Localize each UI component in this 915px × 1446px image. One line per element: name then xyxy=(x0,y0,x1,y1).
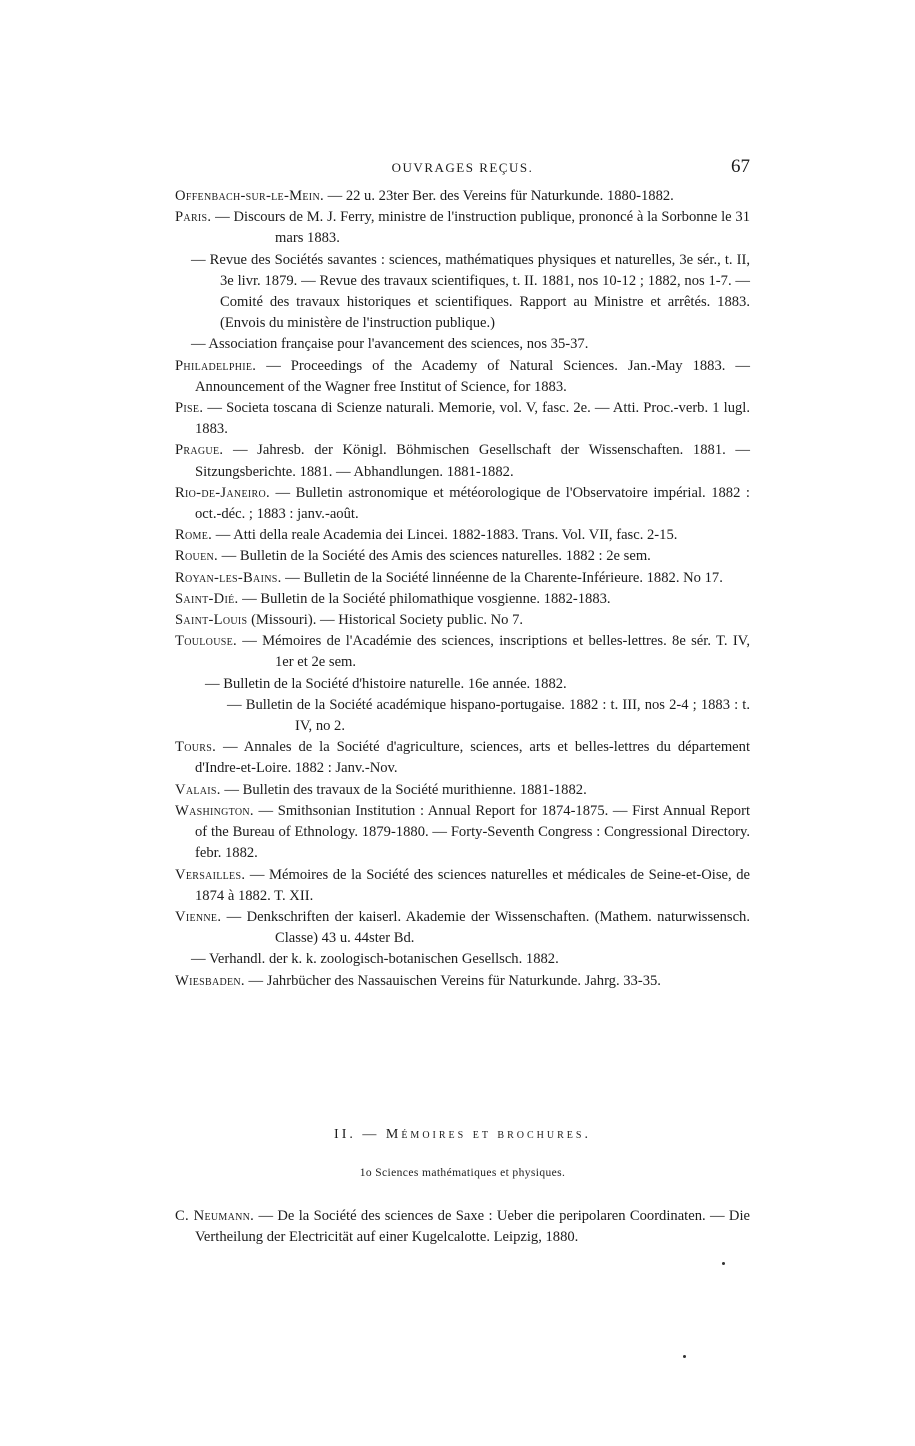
list-item xyxy=(175,907,750,949)
entry-place: Royan-les-Bains. xyxy=(175,569,282,586)
entry-text: — Discours de M. J. Ferry, ministre de l'instruction publique, prononcé à la Sorbonne le 31 mars 1883. xyxy=(211,209,750,247)
entry-place: Saint-Dié. xyxy=(175,590,239,607)
entry-text: — Bulletin astronomique et météorologique de l'Observatoire impérial. 1882 : oct.-déc. ; 1883 : janv.-août. xyxy=(195,484,750,523)
entry-text: — Verhandl. der k. k. zoologisch-botanischen Gesellsch. 1882. xyxy=(191,951,559,968)
entry-text: — Mémoires de la Société des sciences naturelles et médicales de Seine-et-Oise, de 1874 à 1882. T. XII. xyxy=(195,866,750,904)
entry-text: — Smithsonian Institution : Annual Report for 1874-1875. — First Annual Report of the Bureau of Ethnology. 1879-1880. — Forty-Seventh Congress : Congressional Directory. febr. 1882. xyxy=(195,802,750,862)
entry-text: — Revue des Sociétés savantes : sciences, mathématiques physiques et naturelles, 3e sér., t. II, 3e livr. 1879. — Revue des travaux scientifiques, t. II. 1881, nos 10-12 ; 1882, nos 1-7. — Comité des travaux historiques et scientifiques. Rapport au Ministre et arrêtés. 1883. (Envois du ministère de l'instruction publique.) xyxy=(191,251,750,332)
entry-place: Offenbach-sur-le-Mein. xyxy=(175,188,324,204)
entry-place: Prague. xyxy=(175,442,224,459)
page-header xyxy=(175,158,750,180)
entry-text: — Mémoires de l'Académie des sciences, inscriptions et belles-lettres. 8e sér. T. IV, 1er et 2e sem. xyxy=(236,633,750,671)
list-item xyxy=(175,250,750,335)
entry-author: C. Neumann. xyxy=(175,1208,255,1224)
list-item xyxy=(175,801,750,865)
received-works-list xyxy=(175,186,750,992)
list-item xyxy=(175,525,750,546)
entry-place: Saint-Louis xyxy=(175,612,248,629)
entry-text: — Bulletin des travaux de la Société murithienne. 1881-1882. xyxy=(220,781,587,798)
entry-place: Wiesbaden. xyxy=(175,972,245,989)
entry-place: Rouen. xyxy=(175,548,218,565)
print-speck xyxy=(683,1355,686,1358)
list-item xyxy=(175,631,750,673)
entry-text: — Atti della reale Academia dei Lincei. 1882-1883. Trans. Vol. VII, fasc. 2-15. xyxy=(212,527,678,544)
entry-text: — Bulletin de la Société philomathique vosgienne. 1882-1883. xyxy=(238,590,611,607)
page-number: 67 xyxy=(731,156,750,177)
entry-place: Philadelphie. xyxy=(175,357,257,374)
entry-text: — 22 u. 23ter Ber. des Vereins für Naturkunde. 1880-1882. xyxy=(323,188,674,204)
entry-text: — Bulletin de la Société d'histoire naturelle. 16e année. 1882. xyxy=(205,675,567,692)
list-item xyxy=(175,610,750,631)
entry-text: — Bulletin de la Société des Amis des sciences naturelles. 1882 : 2e sem. xyxy=(217,548,651,565)
subsection-title: 1o Sciences mathématiques et physiques. xyxy=(359,1167,566,1179)
list-item xyxy=(175,589,750,610)
list-item xyxy=(175,780,750,801)
list-item xyxy=(175,949,750,970)
entry-place: Pise. xyxy=(175,400,204,417)
list-item xyxy=(175,546,750,567)
list-item xyxy=(175,568,750,589)
entry-text: (Missouri). — Historical Society public. No 7. xyxy=(247,612,524,629)
list-item xyxy=(175,674,750,695)
entry-place: Tours. xyxy=(175,739,217,756)
print-speck xyxy=(722,1262,725,1265)
final-entry-block xyxy=(175,1206,750,1248)
entry-text: — Bulletin de la Société linnéenne de la Charente-Inférieure. 1882. No 17. xyxy=(281,569,723,586)
list-item xyxy=(175,356,750,398)
list-item xyxy=(175,440,750,482)
list-item xyxy=(175,971,750,992)
entry-text: — Denkschriften der kaiserl. Akademie der Wissenschaften. (Mathem. naturwissensch. Classe) 43 u. 44ster Bd. xyxy=(221,908,750,947)
entry-place: Paris. xyxy=(175,209,212,226)
list-item xyxy=(175,334,750,355)
list-item xyxy=(175,483,750,525)
entry-text: — Societa toscana di Scienze naturali. Memorie, vol. V, fasc. 2e. — Atti. Proc.-verb. 1 lugl. 1883. xyxy=(195,400,750,438)
entry-text: — Bulletin de la Société académique hispano-portugaise. 1882 : t. III, nos 2-4 ; 1883 : t. IV, no 2. xyxy=(227,696,750,735)
entry-place: Valais. xyxy=(175,781,221,798)
list-item xyxy=(175,186,750,207)
entry-text: — Association française pour l'avancement des sciences, nos 35-37. xyxy=(191,336,589,353)
entry-place: Vienne. xyxy=(175,908,222,925)
list-item xyxy=(175,865,750,907)
entry-place: Rome. xyxy=(175,527,213,544)
entry-place: Rio-de-Janeiro. xyxy=(175,484,270,501)
entry-place: Toulouse. xyxy=(175,633,237,650)
list-item xyxy=(175,737,750,779)
entry-text: — Jahrbücher des Nassauischen Vereins für Naturkunde. Jahrg. 33-35. xyxy=(244,972,661,989)
entry-text: — Annales de la Société d'agriculture, sciences, arts et belles-lettres du département d'Indre-et-Loire. 1882 : Janv.-Nov. xyxy=(195,739,750,777)
entry-place: Washington. xyxy=(175,802,254,819)
list-item xyxy=(175,695,750,737)
section-title: II. — Mémoires et brochures. xyxy=(334,1127,591,1142)
list-item xyxy=(175,1206,750,1248)
running-title: OUVRAGES REÇUS. xyxy=(391,160,534,175)
entry-place: Versailles. xyxy=(175,866,246,883)
entry-text: — De la Société des sciences de Saxe : Ueber die peripolaren Coordinaten. — Die Vertheilung der Electricität auf einer Kugelcalotte. Leipzig, 1880. xyxy=(195,1208,751,1246)
entry-text: — Proceedings of the Academy of Natural Sciences. Jan.-May 1883. — Announcement of the Wagner free Institut of Science, for 1883. xyxy=(195,357,750,395)
list-item xyxy=(175,207,750,249)
list-item xyxy=(175,398,750,440)
entry-text: — Jahresb. der Königl. Böhmischen Gesellschaft der Wissenschaften. 1881. — Sitzungsberichte. 1881. — Abhandlungen. 1881-1882. xyxy=(195,442,750,480)
